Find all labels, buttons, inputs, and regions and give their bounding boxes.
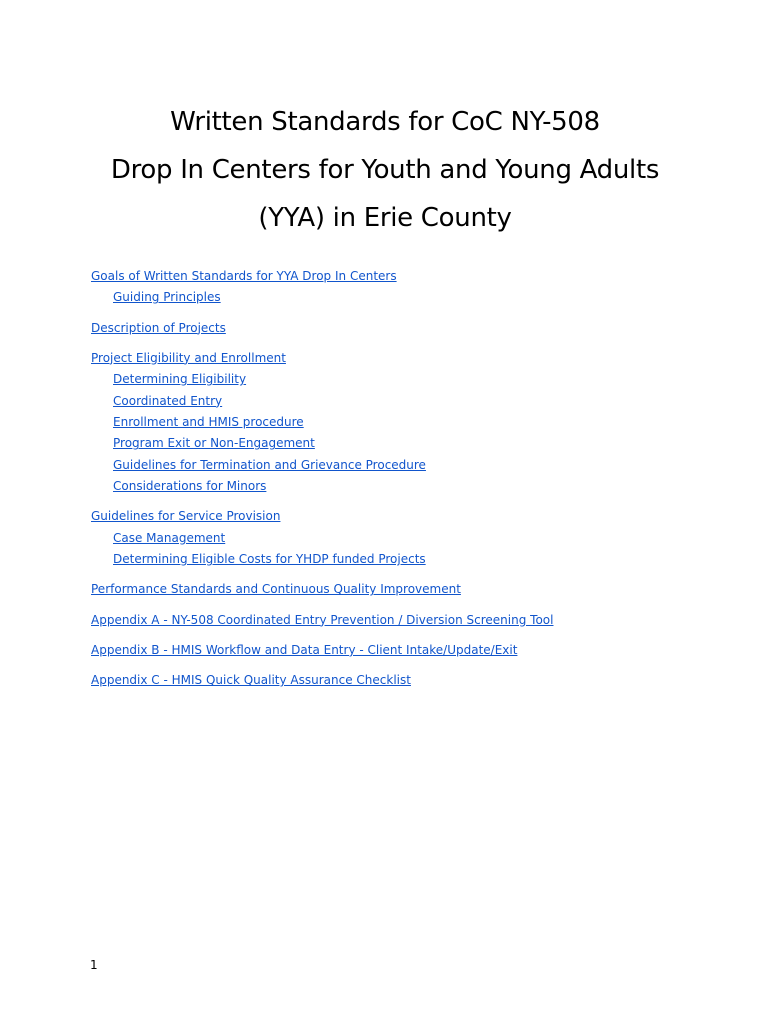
page-number: 1: [90, 958, 98, 972]
toc-link-guiding-principles[interactable]: Guiding Principles: [113, 290, 221, 305]
toc-link-enrollment-hmis[interactable]: Enrollment and HMIS procedure: [113, 415, 304, 430]
toc-group-goals: [91, 266, 711, 309]
toc-link-service-provision[interactable]: Guidelines for Service Provision: [91, 509, 281, 524]
toc-link-eligible-costs[interactable]: Determining Eligible Costs for YHDP funded Projects: [113, 552, 426, 567]
toc-link-determining-eligibility[interactable]: Determining Eligibility: [113, 372, 247, 387]
toc-link-eligibility-enrollment[interactable]: Project Eligibility and Enrollment: [91, 350, 286, 365]
toc-group-description: [91, 318, 711, 339]
toc-link-program-exit[interactable]: Program Exit or Non-Engagement: [113, 436, 315, 451]
toc-link-coordinated-entry[interactable]: Coordinated Entry: [113, 393, 223, 408]
toc-group-appendix-c: [91, 670, 711, 691]
toc-link-goals[interactable]: Goals of Written Standards for YYA Drop In Centers: [91, 269, 397, 283]
table-of-contents: [91, 266, 711, 700]
title-line-3: (YYA) in Erie County: [258, 203, 512, 233]
title-line-1: Written Standards for CoC NY-508: [170, 107, 600, 137]
toc-link-description-of-projects[interactable]: Description of Projects: [91, 320, 226, 335]
toc-group-appendix-b: [91, 640, 711, 661]
toc-link-case-management[interactable]: Case Management: [113, 530, 226, 545]
toc-group-performance: [91, 579, 711, 600]
toc-link-appendix-b[interactable]: Appendix B - HMIS Workflow and Data Entry - Client Intake/Update/Exit: [91, 642, 518, 657]
toc-group-service-provision: [91, 506, 711, 570]
toc-link-performance-standards[interactable]: Performance Standards and Continuous Quality Improvement: [91, 582, 461, 597]
toc-link-considerations-minors[interactable]: Considerations for Minors: [113, 479, 267, 494]
toc-link-appendix-a[interactable]: Appendix A - NY-508 Coordinated Entry Prevention / Diversion Screening Tool: [91, 612, 554, 627]
toc-group-appendix-a: [91, 610, 711, 631]
title-line-2: Drop In Centers for Youth and Young Adults: [110, 155, 660, 185]
toc-group-eligibility: [91, 348, 711, 498]
document-title: [0, 98, 770, 242]
toc-link-appendix-c[interactable]: Appendix C - HMIS Quick Quality Assurance Checklist: [91, 673, 411, 688]
toc-link-termination-grievance[interactable]: Guidelines for Termination and Grievance Procedure: [113, 457, 426, 472]
